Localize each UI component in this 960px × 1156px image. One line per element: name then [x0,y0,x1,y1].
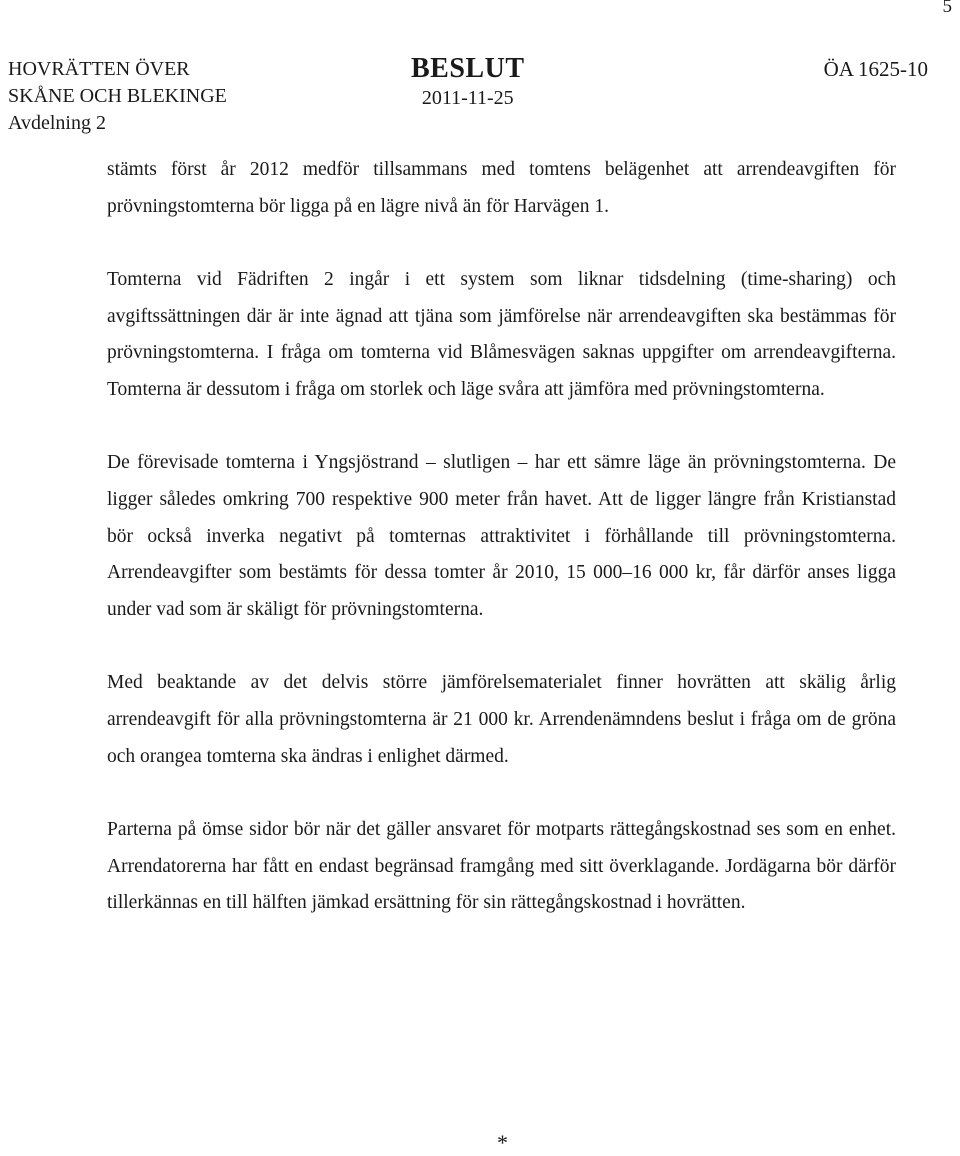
paragraph: stämts först år 2012 medför tillsammans med tomtens belägenhet att arrendeavgiften för prövningstomterna bör ligga på en lägre nivå än för Harvägen 1. [107,159,896,217]
paragraph: Med beaktande av det delvis större jämförelsematerialet finner hovrätten att skälig årlig arrendeavgift för alla prövningstomterna är 21 000 kr. Arrendenämndens beslut i fråga om de gröna och orangea tomterna ska ändras i enlighet därmed. [107,672,896,767]
court-name [8,56,227,137]
court-line: HOVRÄTTEN ÖVER [8,58,190,80]
section-separator: * [497,1130,508,1155]
page-number: 5 [942,0,952,17]
document-header [8,53,928,136]
document-type: BESLUT [411,53,525,84]
paragraph: Tomterna vid Fädriften 2 ingår i ett system som liknar tidsdelning (time-sharing) och avgiftssättningen där är inte ägnad att tjäna som jämförelse när arrendeavgiften ska bestämmas för prövningstomterna. I fråga om tomterna vid Blåmesvägen saknas uppgifter om arrendeavgifterna. Tomterna är dessutom i fråga om storlek och läge svåra att jämföra med prövningstomterna. [107,268,896,401]
court-division: Avdelning 2 [8,112,106,134]
document-date: 2011-11-25 [421,87,514,109]
court-line: SKÅNE OCH BLEKINGE [8,85,227,107]
document-body [107,152,896,922]
document-type-block [411,52,525,110]
case-number: ÖA 1625-10 [823,57,928,81]
paragraph: De förevisade tomterna i Yngsjöstrand – slutligen – har ett sämre läge än prövningstomterna. De ligger således omkring 700 respektive 900 meter från havet. Att de ligger längre från Kristianstad bör också inverka negativt på tomternas attraktivitet i förhållande till prövningstomterna. Arrendeavgifter som bestämts för dessa tomter år 2010, 15 000–16 000 kr, får därför anses ligga under vad som är skäligt för prövningstomterna. [107,452,896,621]
paragraph: Parterna på ömse sidor bör när det gäller ansvaret för motparts rättegångskostnad ses som en enhet. Arrendatorerna har fått en endast begränsad framgång med sitt överklagande. Jordägarna bör därför tillerkännas en till hälften jämkad ersättning för sin rättegångskostnad i hovrätten. [107,818,896,914]
